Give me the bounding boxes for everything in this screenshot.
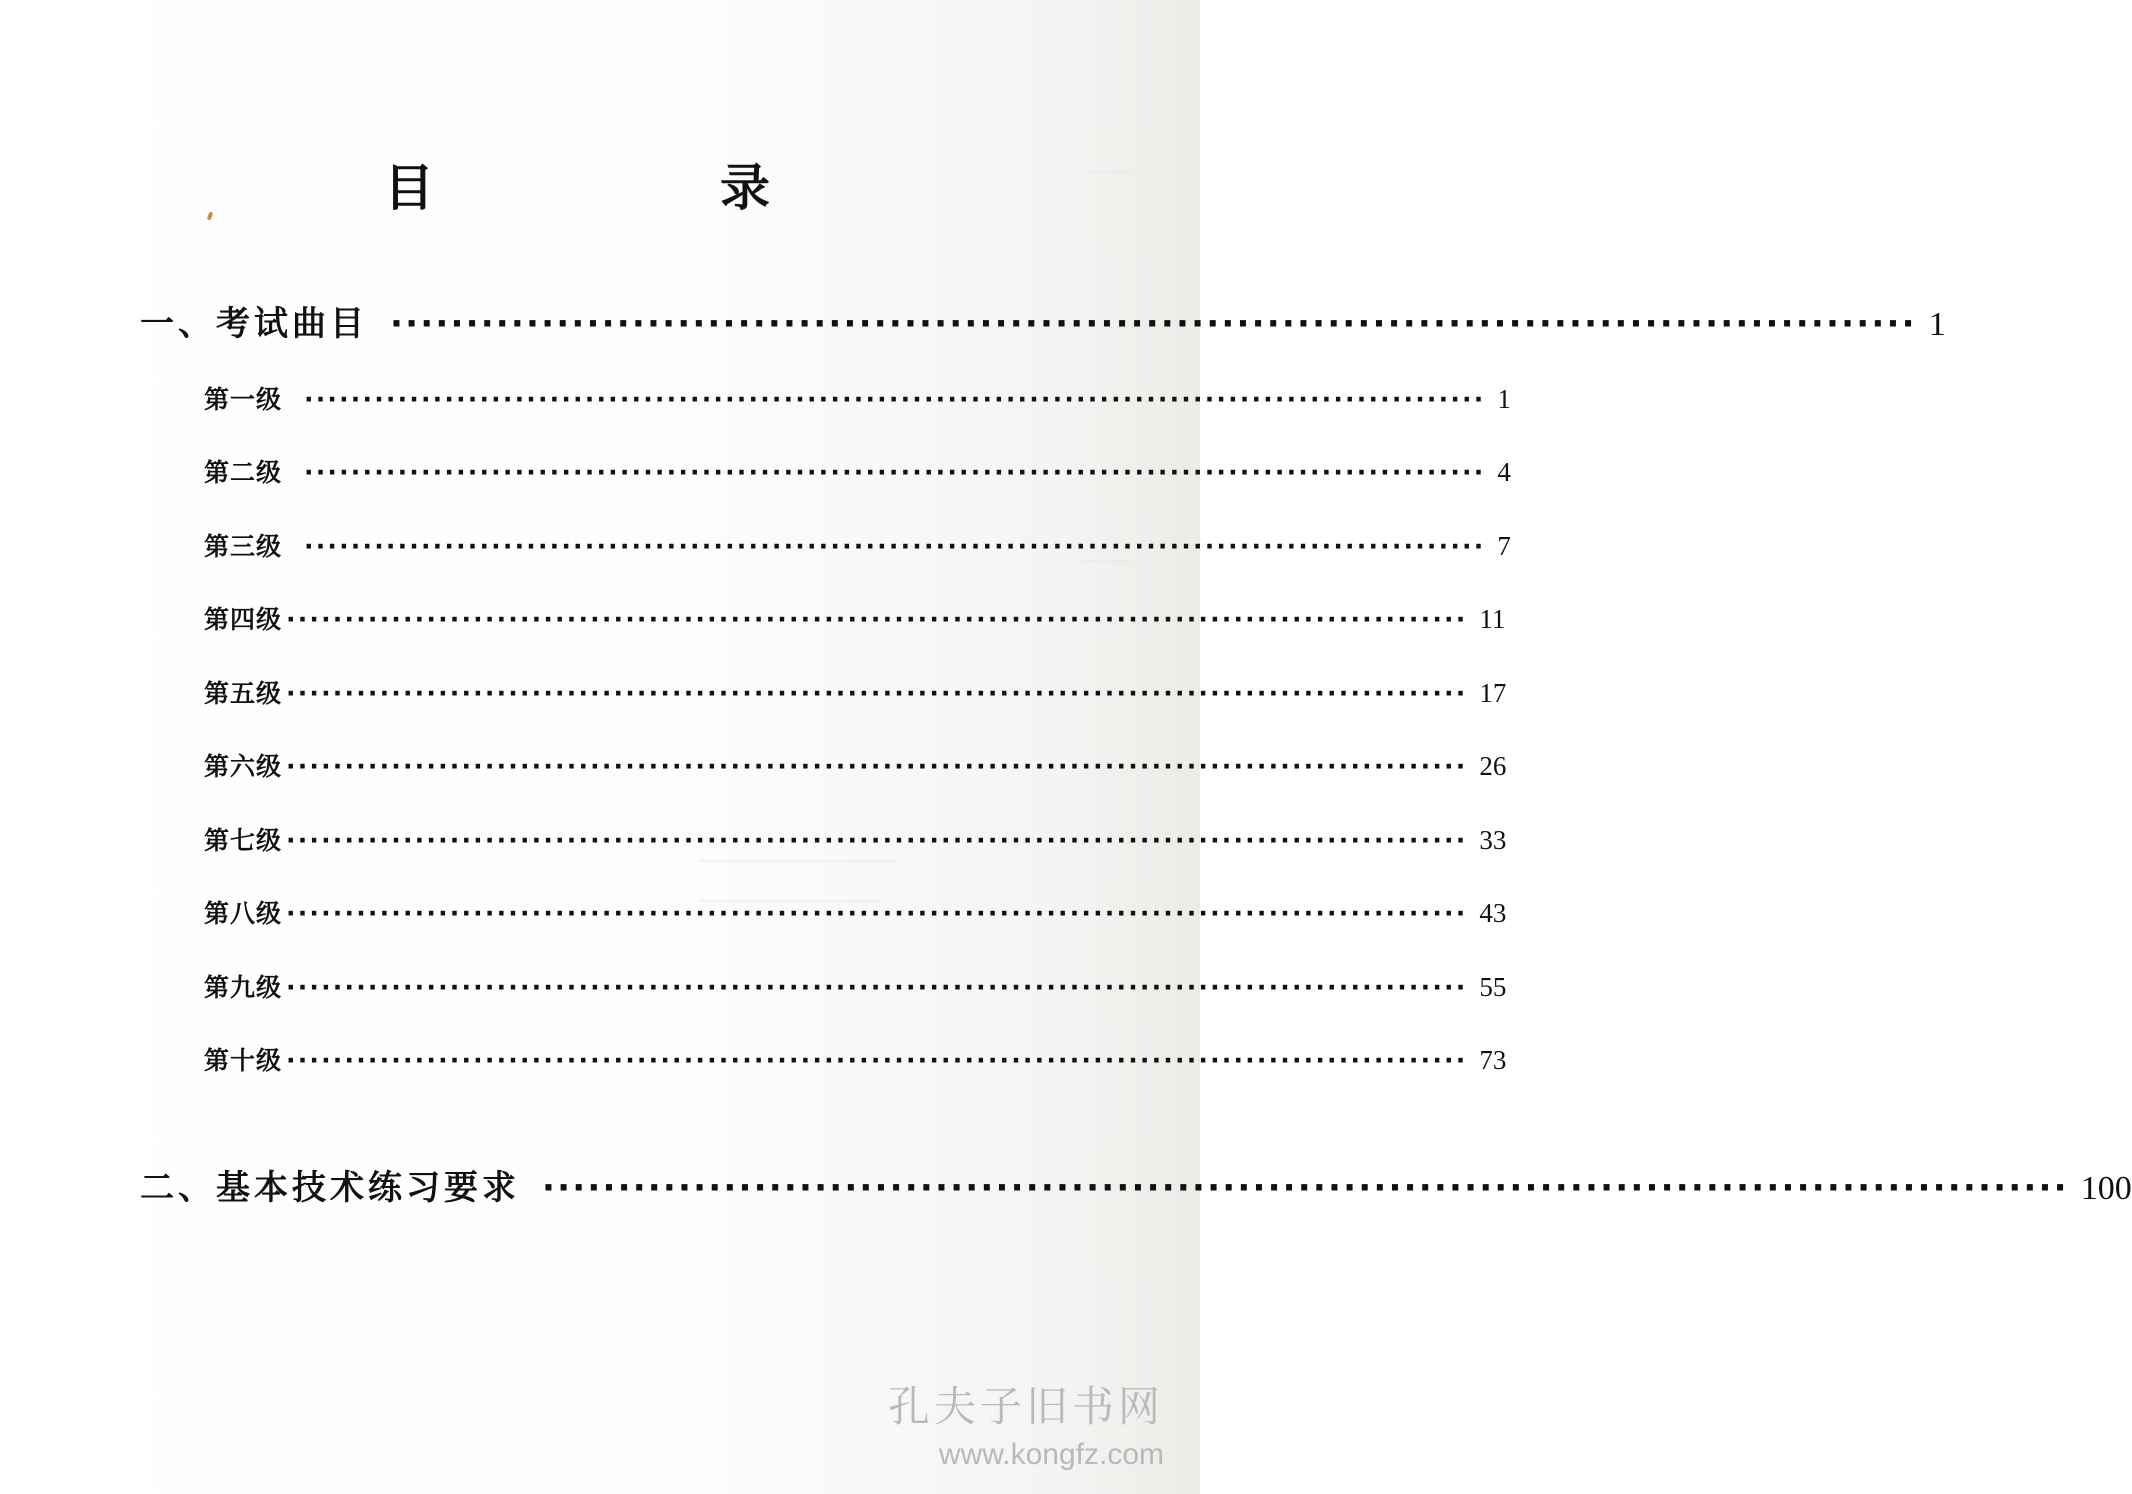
toc-entry <box>204 747 1507 783</box>
toc-page-number: 100 <box>2080 1170 2132 1207</box>
toc-entry <box>204 600 1506 636</box>
toc-page-number: 1 <box>1928 306 1946 343</box>
watermark <box>888 1374 1164 1472</box>
toc-page-number: 17 <box>1479 678 1507 708</box>
toc-entry-label: 第七级 <box>204 826 283 855</box>
toc-entry-label: 第五级 <box>204 679 283 708</box>
page-title: 目 录 <box>384 159 888 217</box>
toc-entry-label: 第一级 <box>204 385 283 414</box>
toc-entry <box>204 674 1507 710</box>
toc-page-number: 26 <box>1479 751 1507 781</box>
toc-leader-dots: ····································································································· <box>390 304 1917 344</box>
toc-leader-dots: ····································································································· <box>286 752 1468 781</box>
toc-page-number: 4 <box>1497 457 1511 487</box>
toc-leader-dots: ····································································································· <box>304 385 1486 414</box>
toc-section-heading: 一、考试曲目 <box>140 304 368 344</box>
toc-entry-label: 第三级 <box>204 532 283 561</box>
toc-leader-dots: ····································································································· <box>286 1046 1468 1075</box>
toc-section-heading: 二、基本技术练习要求 <box>140 1168 520 1208</box>
toc-entry <box>204 968 1507 1004</box>
toc-entry <box>204 380 1511 416</box>
watermark-text: 孔夫子旧书网 <box>887 1382 1164 1431</box>
bleed-through-mark <box>700 860 900 862</box>
toc-entry <box>204 821 1507 857</box>
toc-leader-dots: ····································································································· <box>542 1168 2069 1208</box>
toc-leader-dots: ····································································································· <box>286 679 1468 708</box>
toc-entry <box>204 894 1507 930</box>
toc-leader-dots: ····································································································· <box>286 826 1468 855</box>
toc-leader-dots: ····································································································· <box>304 532 1486 561</box>
toc-entry <box>204 453 1511 489</box>
toc-leader-dots: ····································································································· <box>286 605 1468 634</box>
toc-entry <box>204 527 1511 563</box>
toc-page-number: 33 <box>1479 825 1507 855</box>
toc-section-1 <box>140 296 1946 345</box>
toc-entry-label: 第四级 <box>204 605 283 634</box>
toc-page-number: 7 <box>1497 531 1511 561</box>
toc-entry-label: 第八级 <box>204 899 283 928</box>
toc-entry-label: 第九级 <box>204 973 283 1002</box>
toc-page-number: 1 <box>1497 384 1511 414</box>
toc-leader-dots: ····································································································· <box>286 899 1468 928</box>
toc-entry-label: 第六级 <box>204 752 283 781</box>
toc-entry-label: 第十级 <box>204 1046 283 1075</box>
toc-entry-label: 第二级 <box>204 458 283 487</box>
toc-leader-dots: ····································································································· <box>286 973 1468 1002</box>
toc-leader-dots: ····································································································· <box>304 458 1486 487</box>
toc-entry <box>204 1041 1507 1077</box>
watermark-url: www.kongfz.com <box>938 1438 1164 1471</box>
toc-page-number: 55 <box>1479 972 1507 1002</box>
toc-page-number: 43 <box>1479 898 1507 928</box>
toc-page-number: 73 <box>1479 1045 1507 1075</box>
toc-section-2 <box>140 1160 2132 1209</box>
toc-page-number: 11 <box>1479 604 1506 634</box>
